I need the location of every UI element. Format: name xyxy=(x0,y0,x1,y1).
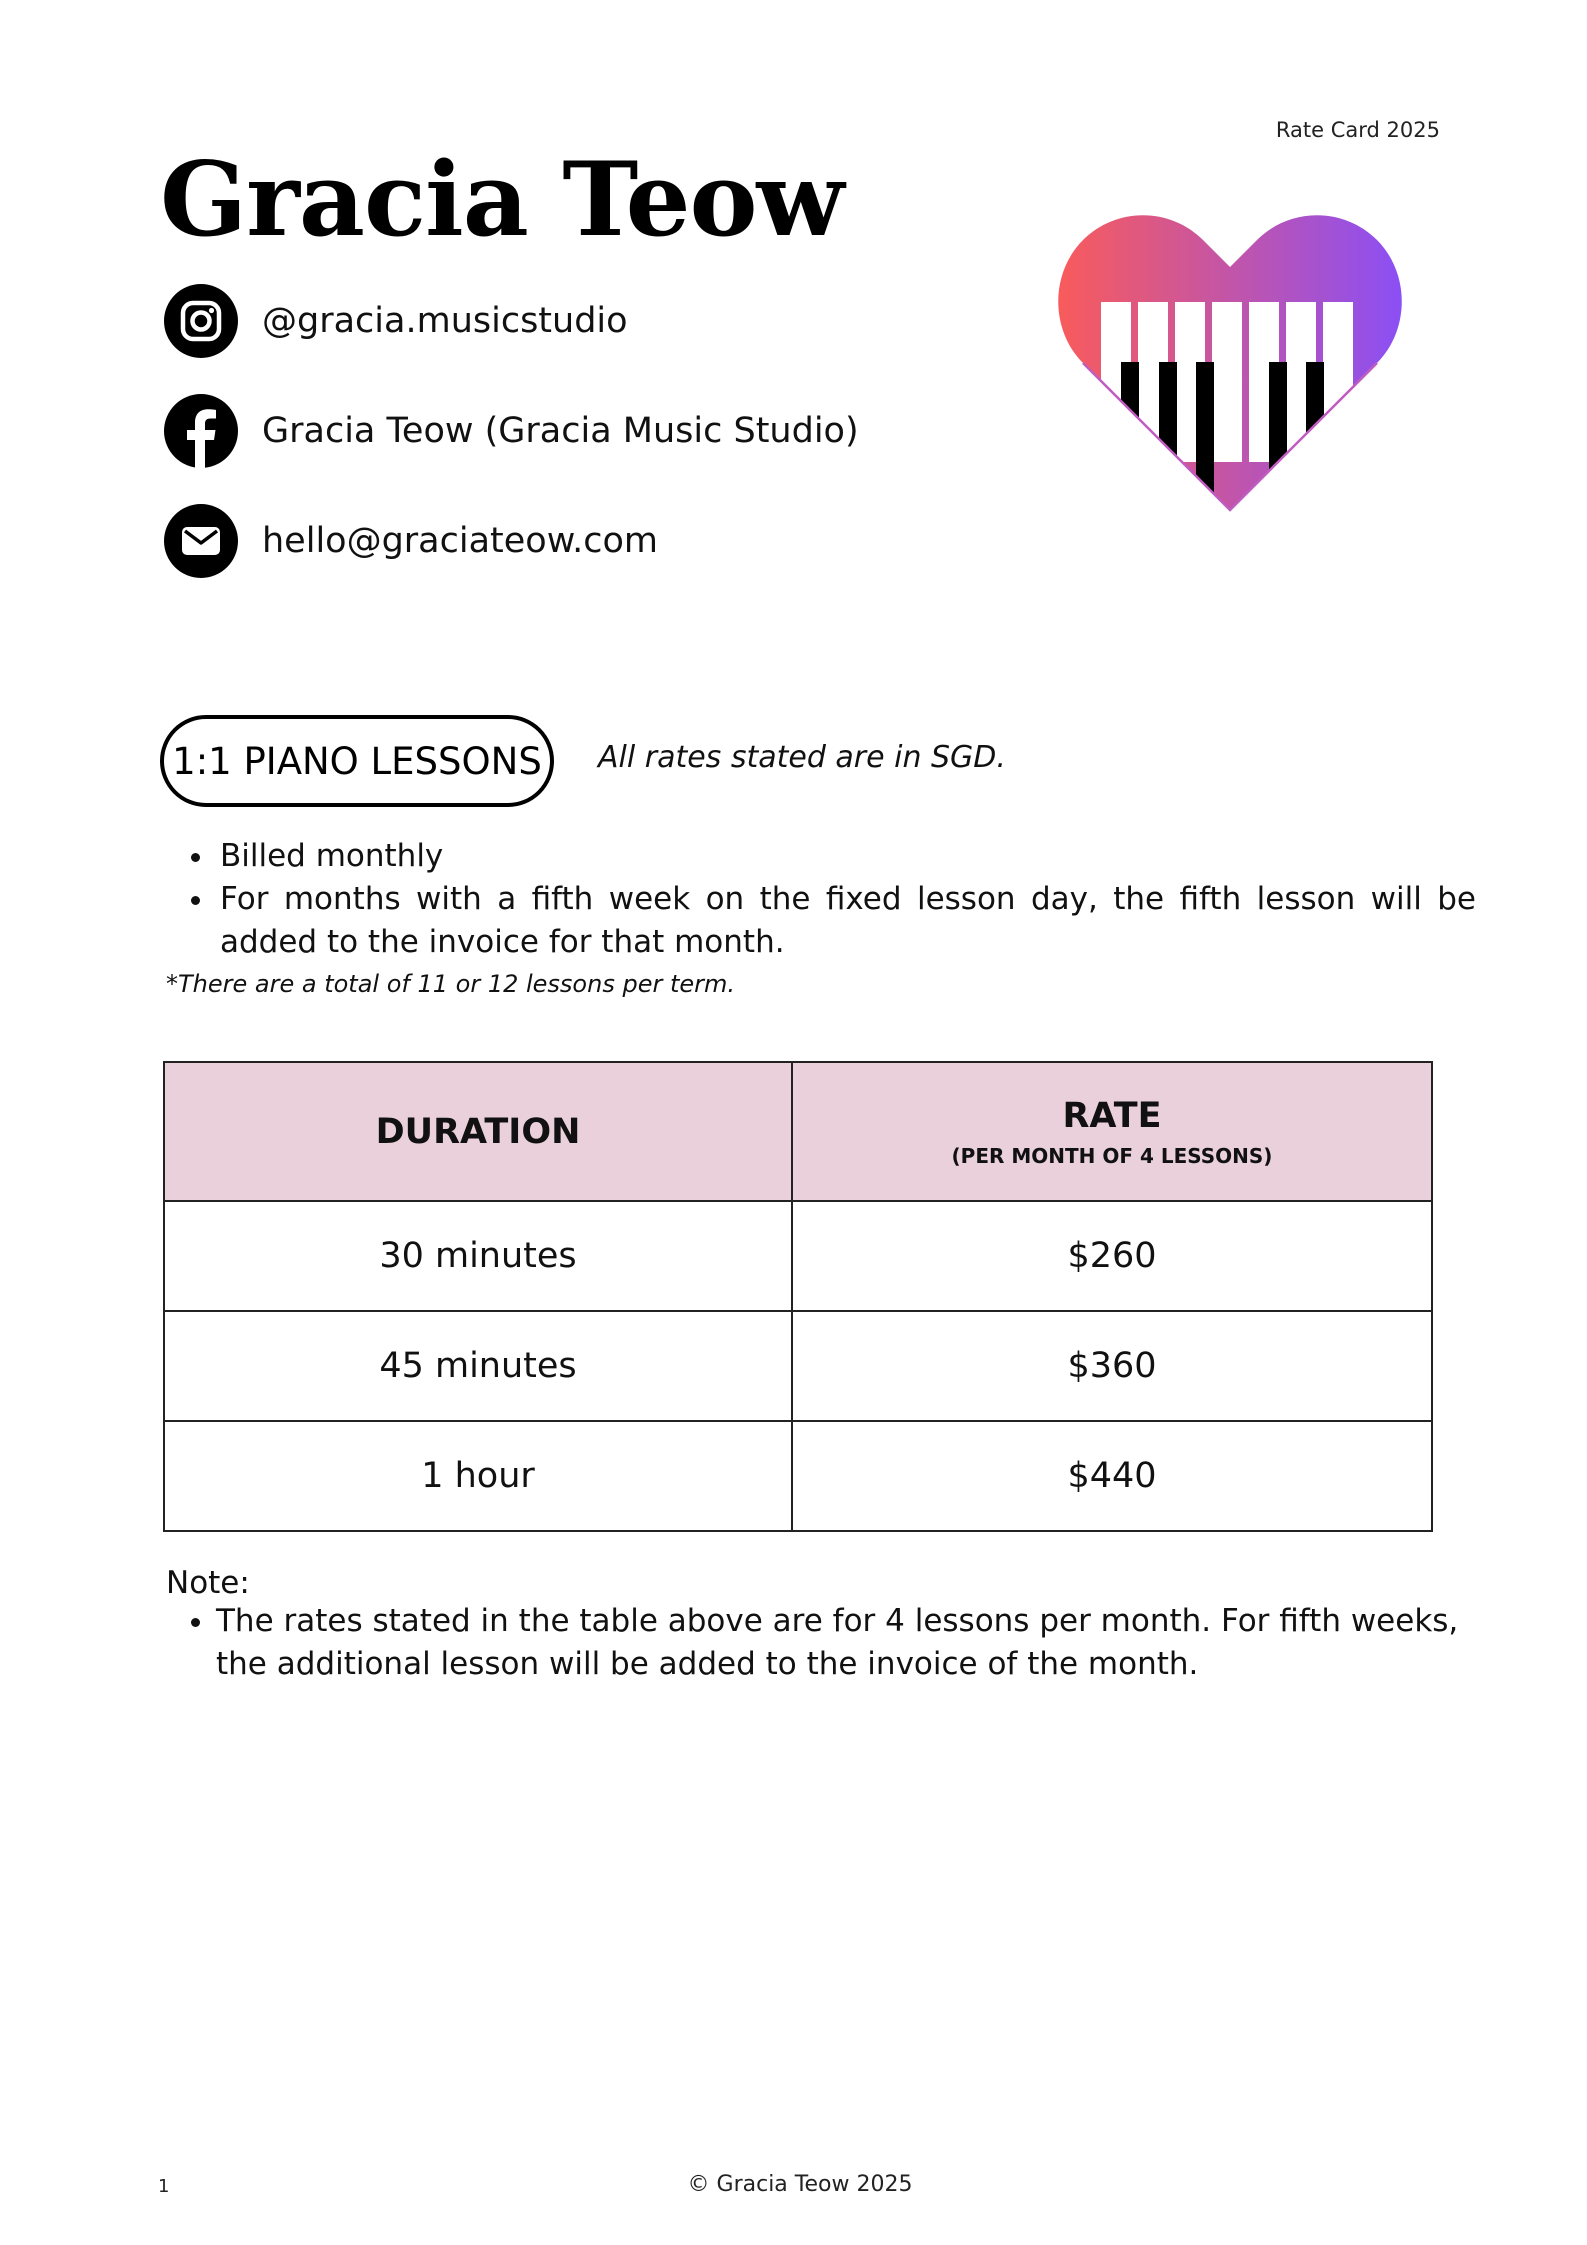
facebook-name[interactable]: Gracia Teow (Gracia Music Studio) xyxy=(262,411,859,451)
contact-facebook[interactable] xyxy=(164,393,859,469)
page-number: 1 xyxy=(158,2176,170,2197)
table-header-row xyxy=(164,1062,1432,1201)
page-title: Gracia Teow xyxy=(160,140,844,260)
rate-header xyxy=(792,1062,1432,1201)
rate-header-sublabel: (PER MONTH OF 4 LESSONS) xyxy=(951,1143,1273,1168)
list-item: • For months with a fifth week on the fixed lesson day, the fifth lesson will be added to the invoice for that month. xyxy=(216,878,1476,964)
table-row xyxy=(164,1201,1432,1311)
rate-header-label: RATE xyxy=(1062,1095,1162,1136)
duration-header xyxy=(164,1062,792,1201)
email-icon xyxy=(164,504,238,578)
lessons-footnote: *There are a total of 11 or 12 lessons per term. xyxy=(166,970,736,998)
contact-instagram[interactable] xyxy=(164,283,628,359)
note-label: Note: xyxy=(166,1565,250,1601)
table-row xyxy=(164,1311,1432,1421)
list-item: • Billed monthly xyxy=(216,835,1476,878)
facebook-icon xyxy=(164,394,238,468)
rate-cell: $440 xyxy=(792,1421,1432,1531)
rate-table xyxy=(163,1061,1433,1532)
billing-bullets xyxy=(188,835,1476,964)
table-row xyxy=(164,1421,1432,1531)
note-list xyxy=(188,1600,1476,1686)
list-item: • The rates stated in the table above are for 4 lessons per month. For fifth weeks, the additional lesson will be added to the invoice of the month. xyxy=(216,1600,1476,1686)
copyright-text: © Gracia Teow 2025 xyxy=(687,2172,913,2197)
instagram-handle[interactable]: @gracia.musicstudio xyxy=(262,301,628,341)
section-pill-label: 1:1 PIANO LESSONS xyxy=(160,715,554,807)
duration-cell: 30 minutes xyxy=(164,1201,792,1311)
email-address[interactable]: hello@graciateow.com xyxy=(262,521,659,561)
duration-header-label: DURATION xyxy=(375,1111,581,1152)
heart-piano-logo xyxy=(1055,205,1405,515)
rate-cell: $260 xyxy=(792,1201,1432,1311)
contact-email[interactable] xyxy=(164,503,658,579)
rate-card-label: Rate Card 2025 xyxy=(1275,118,1440,142)
currency-note: All rates stated are in SGD. xyxy=(598,740,1006,775)
duration-cell: 45 minutes xyxy=(164,1311,792,1421)
rate-cell: $360 xyxy=(792,1311,1432,1421)
instagram-icon xyxy=(164,284,238,358)
duration-cell: 1 hour xyxy=(164,1421,792,1531)
